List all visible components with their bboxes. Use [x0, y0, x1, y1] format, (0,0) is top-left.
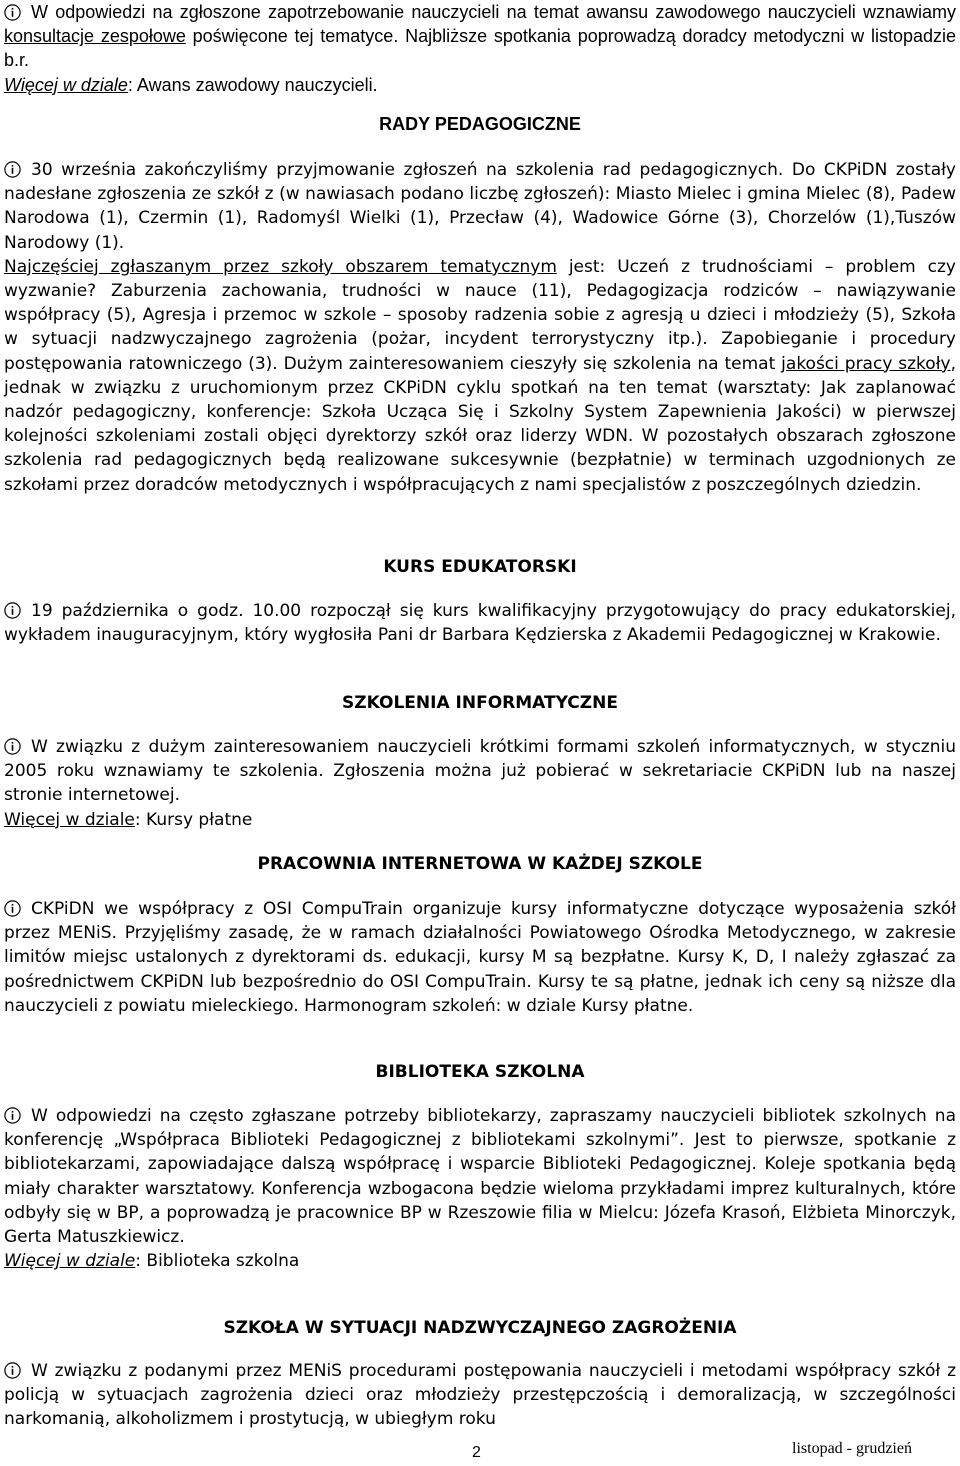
- more-in-section-link[interactable]: Więcej w dziale: [4, 809, 135, 830]
- intro-paragraph: W odpowiedzi na zgłoszone zapotrzebowanie nauczycieli na temat awansu zawodowego nauczycieli wznawiamy konsultacje zespołowe poświęcone tej tematyce. Najbliższe spotkania poprowadzą doradcy metodyczni w listopadzie b.r.: [4, 2, 957, 71]
- issue-date: listopad - grudzień: [792, 1440, 912, 1457]
- more-in-section: Więcej w dziale: Awans zawodowy nauczycieli.: [4, 74, 378, 95]
- rady-section: [4, 158, 956, 497]
- rady-paragraph-1: 30 września zakończyliśmy przyjmowanie zgłoszeń na szkolenia rad pedagogicznych. Do CKPiDN zostały nadesłane zgłoszenia ze szkół z (w nawiasach podano liczbę zgłoszeń): Miasto Mielec i gmina Mielec (8), Padew Narodowa (1), Czermin (1), Radomyśl Wielki (1), Przecław (4), Wadowice Górne (3), Chorzelów (1),Tuszów Narodowy (1).: [4, 160, 956, 253]
- info-circle-icon: [4, 738, 21, 755]
- intro-section: [4, 0, 956, 97]
- heading-kurs-edukatorski: KURS EDUKATORSKI: [383, 557, 577, 577]
- info-circle-icon: [4, 900, 21, 917]
- page-number: 2: [472, 1444, 481, 1461]
- heading-biblioteka-szkolna: BIBLIOTEKA SZKOLNA: [375, 1062, 585, 1082]
- zagrozenie-paragraph: W związku z podanymi przez MENiS procedurami postępowania nauczycieli i metodami współpracy szkół z policją w sytuacjach zagrożenia dzieci oraz młodzieży przestępczością i demoralizacją, w szczególności narkomanią, alkoholizmem i prostytucją, w ubiegłym roku: [4, 1361, 956, 1430]
- more-in-section-link[interactable]: Więcej w dziale: [4, 1251, 136, 1272]
- heading-rady-pedagogiczne: RADY PEDAGOGICZNE: [379, 114, 581, 134]
- kurs-section: [4, 599, 956, 647]
- info-circle-icon: [4, 1362, 21, 1379]
- consultations-link[interactable]: konsultacje zespołowe: [4, 26, 186, 47]
- pracownia-paragraph: CKPiDN we współpracy z OSI CompuTrain organizuje kursy informatyczne dotyczące wyposażenia szkół przez MENiS. Przyjęliśmy zasadę, że w ramach działalności Powiatowego Ośrodka Metodycznego, w zakresie limitów miejsc ustalonych z dyrektorami ds. edukacji, kursy M są bezpłatne. Kursy K, D, I należy zgłaszać za pośrednictwem CKPiDN lub bezpośrednio do OSI CompuTrain. Kursy te są płatne, jednak ich ceny są niższe dla nauczycieli z powiatu mieleckiego. Harmonogram szkoleń: w dziale Kursy płatne.: [4, 899, 956, 1016]
- biblioteka-section: [4, 1104, 956, 1273]
- pracownia-section: [4, 897, 956, 1018]
- info-circle-icon: [4, 161, 21, 178]
- zagrozenie-section: [4, 1359, 956, 1432]
- more-in-section: Więcej w dziale: Biblioteka szkolna: [4, 1251, 300, 1272]
- info-circle-icon: [4, 1107, 21, 1124]
- szkolenia-paragraph: W związku z dużym zainteresowaniem nauczycieli krótkimi formami szkoleń informatycznych, w styczniu 2005 roku wznawiamy te szkolenia. Zgłoszenia można już pobierać w sekretariacie CKPiDN lub na naszej stronie internetowej.: [4, 737, 956, 806]
- info-circle-icon: [4, 602, 21, 619]
- heading-pracownia-internetowa: PRACOWNIA INTERNETOWA W KAŻDEJ SZKOLE: [257, 854, 703, 874]
- szkolenia-section: [4, 735, 956, 832]
- biblioteka-paragraph: W odpowiedzi na często zgłaszane potrzeby bibliotekarzy, zapraszamy nauczycieli bibliotek szkolnych na konferencję „Współpraca Biblioteki Pedagogicznej z bibliotekami szkolnymi”. Jest to pierwsze, spotkanie z bibliotekarzami, zapowiadające dalszą współpracę i wsparcie Biblioteki Pedagogicznej. Koleje spotkania będą miały charakter warsztatowy. Konferencja wzbogacona będzie wieloma przykładami imprez kulturalnych, które odbyły się w BP, a poprowadzą je pracownice BP w Rzeszowie filia w Mielcu: Józefa Krasoń, Elżbieta Minorczyk, Gerta Matuszkiewicz.: [4, 1106, 956, 1248]
- rady-paragraph-2: Najczęściej zgłaszanym przez szkoły obszarem tematycznym jest: Uczeń z trudnościami – problem czy wyzwanie? Zaburzenia zachowania, trudności w nauce (11), Pedagogizacja rodziców – nawiązywanie współpracy (5), Agresja i przemoc w szkole – sposoby radzenia sobie z agresją u dzieci i młodzieży (5), Szkoła w sytuacji nadzwyczajnego zagrożenia (pożar, incydent terrorystyczny itp.). Zapobieganie i procedury postępowania ratowniczego (3). Dużym zainteresowaniem cieszyły się szkolenia na temat jakości pracy szkoły, jednak w związku z uruchomionym przez CKPiDN cyklu spotkań na ten temat (warsztaty: Jak zaplanować nadzór pedagogiczny, konferencje: Szkoła Ucząca Się i Szkolny System Zapewnienia Jakości) w pierwszej kolejności szkoleniami zostali objęci dyrektorzy szkół oraz liderzy WDN. W pozostałych obszarach zgłoszone szkolenia rad pedagogicznych będą realizowane sukcesywnie (bezpłatnie) w terminach uzgodnionych ze szkołami przez doradców metodycznych i współpracujących z nami specjalistów z poszczególnych dziedzin.: [4, 256, 956, 495]
- heading-szkolenia-informatyczne: SZKOLENIA INFORMATYCZNE: [342, 693, 618, 713]
- more-in-section-link[interactable]: Więcej w dziale: [4, 74, 128, 95]
- kurs-paragraph: 19 października o godz. 10.00 rozpoczął się kurs kwalifikacyjny przygotowujący do pracy edukatorskiej, wykładem inauguracyjnym, który wygłosiła Pani dr Barbara Kędzierska z Akademii Pedagogicznej w Krakowie.: [4, 601, 956, 646]
- more-in-section: Więcej w dziale: Kursy płatne: [4, 809, 253, 830]
- most-requested-link[interactable]: Najczęściej zgłaszanym przez szkoły obszarem tematycznym: [4, 256, 557, 277]
- heading-szkola-zagrozenie: SZKOŁA W SYTUACJI NADZWYCZAJNEGO ZAGROŻENIA: [223, 1318, 737, 1338]
- info-circle-icon: [4, 4, 21, 21]
- school-quality-link[interactable]: jakości pracy szkoły: [781, 353, 951, 374]
